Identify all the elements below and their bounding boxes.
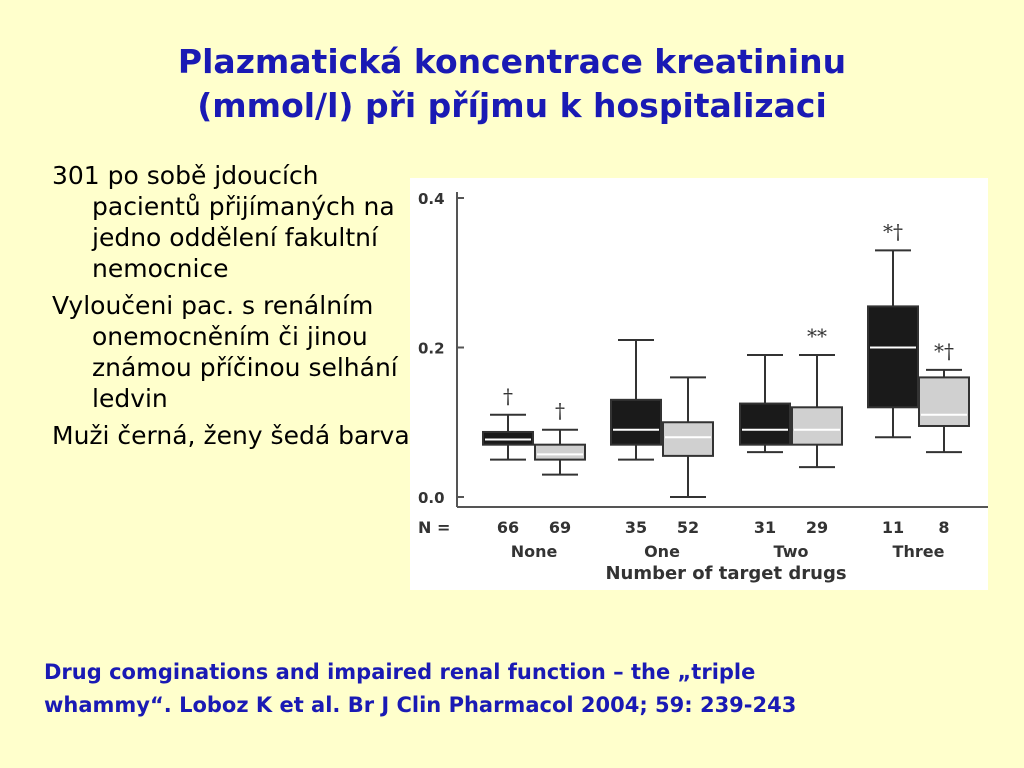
slide-title-line-2: (mmol/l) při příjmu k hospitalizaci bbox=[197, 86, 827, 125]
box-iqr bbox=[740, 404, 790, 445]
box-iqr bbox=[483, 432, 533, 445]
box-annotation: *† bbox=[934, 338, 954, 363]
bullet-item: 301 po sobě jdoucích pacientů přijímaných na jedno oddělení fakultní nemocnice bbox=[52, 161, 395, 283]
boxplot-chart bbox=[410, 178, 988, 590]
slide-title-line-1: Plazmatická koncentrace kreatininu bbox=[177, 42, 847, 81]
box-iqr bbox=[868, 306, 918, 407]
bullet-item: Muži černá, ženy šedá barva bbox=[52, 421, 410, 450]
citation bbox=[44, 656, 1004, 722]
n-value: 8 bbox=[938, 518, 950, 537]
y-tick-label: 0.4 bbox=[418, 190, 445, 208]
box-annotation: ** bbox=[807, 323, 827, 348]
box-iqr bbox=[663, 422, 713, 456]
box-annotation: † bbox=[503, 383, 513, 408]
boxplot-svg bbox=[410, 178, 988, 590]
n-value: 11 bbox=[881, 518, 905, 537]
n-value: 66 bbox=[496, 518, 520, 537]
group-label: Two bbox=[773, 542, 809, 561]
y-tick-label: 0.2 bbox=[418, 339, 445, 358]
box-annotation: † bbox=[555, 398, 565, 423]
box-iqr bbox=[792, 407, 842, 444]
n-value: 69 bbox=[548, 518, 572, 537]
n-value: 31 bbox=[753, 518, 777, 537]
group-label: One bbox=[644, 542, 680, 561]
box-iqr bbox=[535, 445, 585, 460]
box-iqr bbox=[611, 400, 661, 445]
bullet-item: Vyloučeni pac. s renálním onemocněním či jinou známou příčinou selhání ledvin bbox=[52, 291, 398, 413]
y-tick-label: 0.0 bbox=[418, 489, 445, 507]
box-iqr bbox=[919, 377, 969, 426]
group-label: Three bbox=[892, 542, 945, 561]
group-label: None bbox=[510, 542, 558, 561]
box-annotation: *† bbox=[883, 219, 903, 244]
slide-title bbox=[0, 40, 1024, 128]
citation-line-1: Drug comginations and impaired renal function – the „triple bbox=[44, 660, 756, 684]
n-label: N = bbox=[418, 518, 451, 537]
citation-line-2: whammy“. Loboz K et al. Br J Clin Pharmacol 2004; 59: 239-243 bbox=[44, 693, 797, 717]
n-value: 52 bbox=[676, 518, 700, 537]
n-value: 29 bbox=[805, 518, 829, 537]
x-axis-title: Number of target drugs bbox=[605, 563, 847, 584]
bullet-list bbox=[52, 160, 410, 457]
n-value: 35 bbox=[624, 518, 648, 537]
